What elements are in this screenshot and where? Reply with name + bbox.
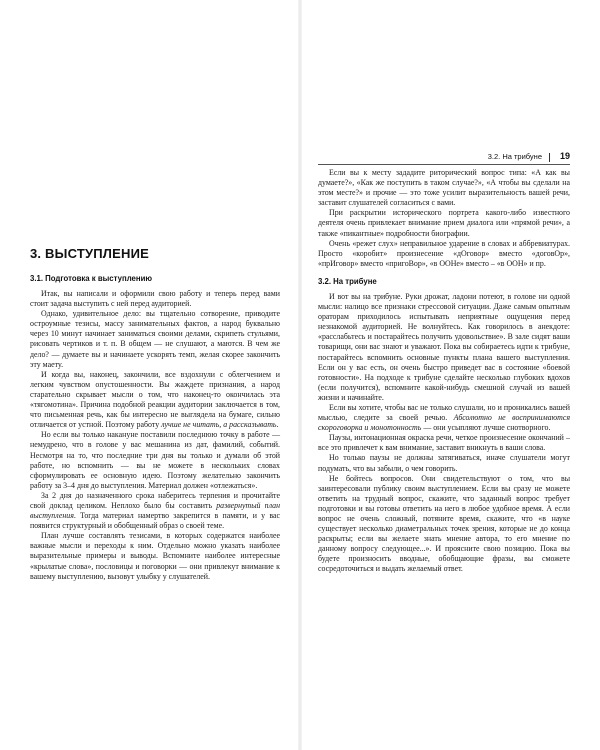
running-head-section: 3.2. На трибуне [487,152,542,161]
paragraph [30,289,280,309]
paragraph [30,309,280,370]
emphasis-text: лучше не читать, а рассказывать [161,420,277,430]
text-run: . Тогда материал намертво закрепится в памяти, и у вас появится структурный и обобщенный образ о своей теме. [30,511,280,531]
text-run: Очень «режет слух» неправильное ударение в словах и аббревиатурах. Просто «коробит» произнесение «дОговор» вместо «договОр», «прИговор» вместо «пригоВор», «в ООНе» вместо – «в ООН» и пр. [318,238,570,268]
page-number: 19 [559,151,570,161]
paragraph [318,168,570,208]
text-run: Если вы хотите, чтобы вас не только слушали, но и проникались вашей мыслью, следите за своей речью. [318,402,570,423]
paragraph [318,292,570,403]
text-run: План лучше составлять тезисами, в которых содержатся наиболее важные мысли и переходы к ним. Отдельно можно указать наиболее выразительные примеры и выводы. Вспомните наиболее интересные «крылатые слова», пословицы и поговорки — они привлекут внимание к вашему выступлению, вызовут улыбку у слушателей. [30,531,280,581]
left-text-column [30,246,280,582]
paragraph [318,403,570,433]
right-body-text-before [318,168,570,269]
running-head-rule [318,164,570,165]
emphasis-text: развернутый план выступления [30,500,280,521]
paragraph [318,433,570,453]
text-run: — они усыпляют лучше снотворного. [421,423,551,433]
paragraph [30,370,280,431]
text-run: Если вы к месту зададите риторический вопрос типа: «А как вы думаете?», «Как же поступить в таком случае?», «А чтобы вы сделали на этом месте?» и прочие — это тоже усилит выразительность вашей речи, заставит слушателей согласиться с вами. [318,168,570,208]
paragraph [318,453,570,473]
text-run: Но если вы только накануне поставили последнюю точку в работе — немудрено, что в голове у вас мешанина из дат, фамилий, событий. Несмотря на то, что последние три дня вы только и думали об этой работе, но вспомнить — вы не можете в нескольких словах сформулировать ее основную идею. Поэтому желательно закончить работу за 3–4 дня до выступления. Материал должен «отлежаться». [30,430,280,490]
text-run: Итак, вы написали и оформили свою работу и теперь перед вами стоит задача выступить с ней перед аудиторией. [30,289,280,309]
right-text-column [318,168,570,575]
text-run: Не бойтесь вопросов. Они свидетельствуют о том, что вы заинтересовали публику своим выступлением. Если вы сразу не можете ответить на трудный вопрос, скажите, что заданный вопрос требует подготовки и вы готовы ответить на него в любое удобное время. А если вопрос не очень сложный, потяните время, скажите, что «в науке существует несколько диаметральных точек зрения, которые не до конца раскрыты; если вы желаете знать мнение автора, то его мнение по данному вопросу следующее...». И проясните свою позицию. Пока вы будете произносить вводные, обобщающие фразы, вы сможете сосредоточиться и выдать желаемый ответ. [318,473,570,574]
text-run: И когда вы, наконец, закончили, все вздохнули с облегчением и легким чувством опустошенности. Вы жаждете признания, а народ старательно скрывает мысли о том, что наконец-то окончилась эта «тягомотина». Причина подобной реакции аудитории заключается в том, что письменная речь, как бы интересно не выглядела на бумаге, сильно отличается от устной. Поэтому работу [30,369,280,430]
text-run: При раскрытии исторического портрета какого-либо известного деятеля очень привлекает внимание прием диалога или «прямой речи», а также «пикантные» подробности биографии. [318,208,570,238]
right-body-text-after [318,292,570,575]
paragraph [30,491,280,531]
text-run: И вот вы на трибуне. Руки дрожат, ладони потеют, в голове ни одной мысли: налицо все признаки стрессовой ситуации. Даже самым опытным ораторам приходилось испытывать неприятные ощущения перед незнакомой аудиторией. Не волнуйтесь. Как говорилось в анекдоте: «расслабьтесь и постарайтесь получить удовольствие». В зале сидят ваши товарищи, они вас знают и уважают. Пока вы собираетесь идти к трибуне, постарайтесь вспомнить основные пункты плана вашего выступления. Если он у вас есть, он очень быстро приведет вас в состояние «боевой готовности». На подходе к трибуне сделайте несколько глубоких вдохов (если получится), вспомните какой-нибудь смешной случай из вашей жизни и начинайте. [318,291,570,402]
left-body-text [30,289,280,582]
paragraph [318,474,570,575]
running-head [318,152,570,164]
emphasis-text: Абсолютно не воспринимаются скороговорка и монотонность [318,413,571,433]
running-head-divider [549,153,550,162]
text-run: Паузы, интонационная окраска речи, четкое произнесение окончаний – все это привлечет к вам внимание, заставит вникнуть в ваши слова. [318,433,570,453]
text-run: . [276,420,279,430]
text-run: Однако, удивительное дело: вы тщательно сотворение, приводите остроумные тезисы, массу занимательных фактов, а народ буквально через 10 минут начинает заниматься своими делами, скрипеть стульями, рисовать чертиков и т. п. В общем — не слушают, а маются. В чем же дело? — думаете вы и начинаете ускорять темп, желая скорее закончить эту маету. [30,309,280,369]
paragraph [318,239,570,269]
section-title-3-2: 3.2. На трибуне [318,276,377,286]
text-run: За 2 дня до назначенного срока наберитесь терпения и прочитайте свой доклад целиком. Неплохо было бы составить [30,490,280,510]
paragraph [30,430,280,491]
text-run: Но только паузы не должны затягиваться, иначе слушатели могут подумать, что вы забыли, о чем говорить. [318,453,570,473]
section-title-3-1: 3.1. Подготовка к выступлению [30,274,153,283]
paragraph [318,208,570,238]
paragraph [30,531,280,581]
chapter-title: 3. ВЫСТУПЛЕНИЕ [30,246,150,261]
